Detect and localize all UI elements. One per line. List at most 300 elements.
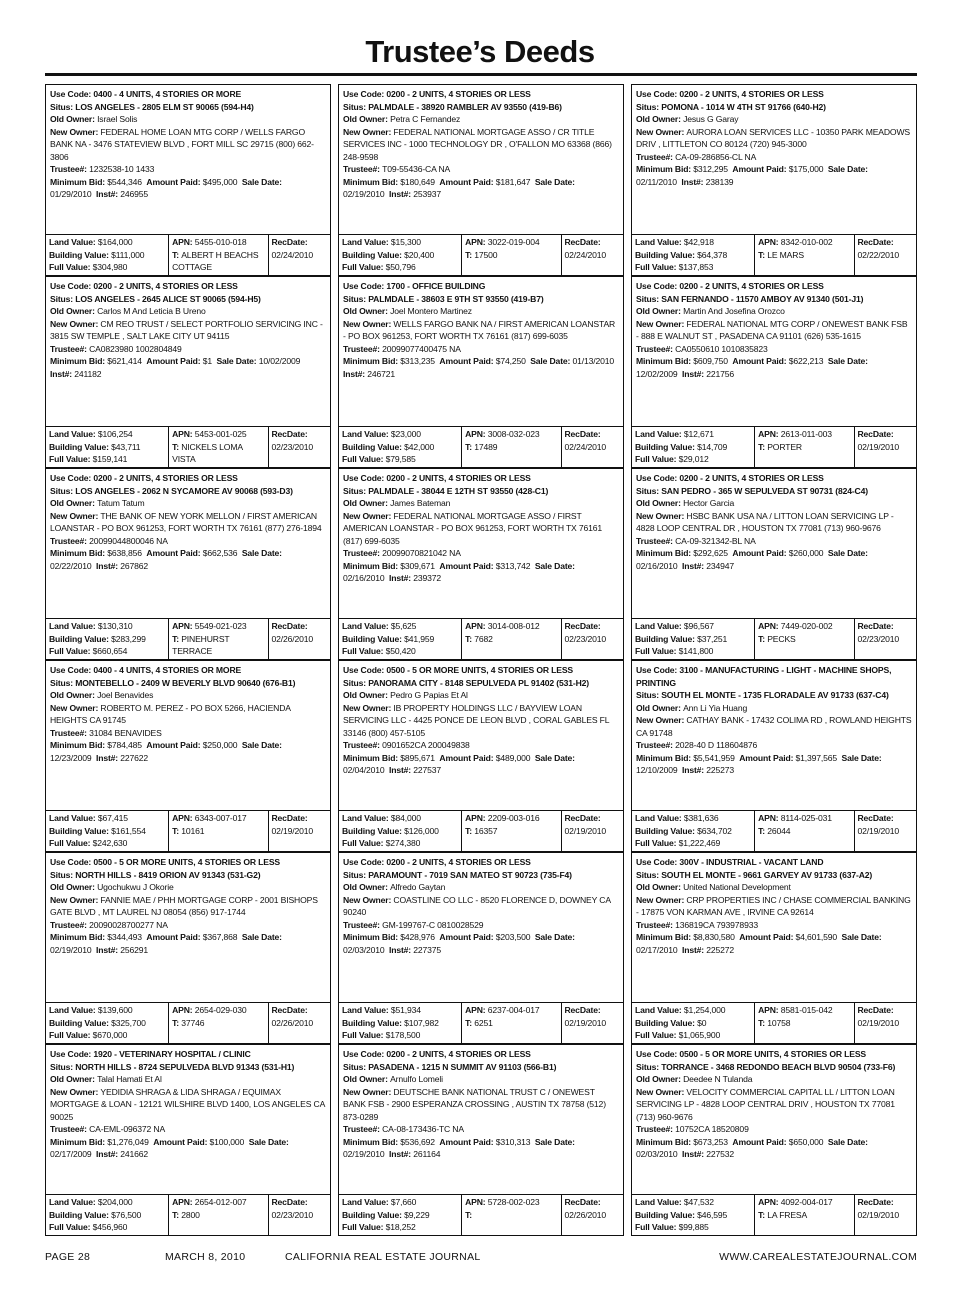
recdate-value: 02/26/2010: [271, 1017, 314, 1028]
new-owner-value: THE BANK OF NEW YORK MELLON / FIRST AMERICAN LOANSTAR - PO BOX 961253, FORT WORTH TX 76161 (877) 276-1894: [50, 510, 322, 533]
deed-record: [338, 1044, 624, 1236]
use-code-value: 1700 - OFFICE BUILDING: [386, 281, 486, 291]
old-owner-value: Arnulfo Lomeli: [390, 1074, 443, 1084]
deed-record: [45, 852, 331, 1044]
values-cell: [46, 235, 168, 275]
recdate-value: 02/22/2010: [857, 249, 900, 260]
field-label: Situs:: [343, 293, 369, 304]
amount-paid-value: $100,000: [209, 1136, 245, 1147]
new-owner-value: FEDERAL HOME LOAN MTG CORP / WELLS FARGO BANK NA - 3476 STATEVIEW BLVD , FORT MILL SC 29715 (800) 662-3806: [50, 126, 314, 162]
trustee-value: CA-09-286856-CL NA: [675, 151, 757, 162]
trustee-value: 136819CA 793978933: [675, 919, 758, 930]
old-owner-value: Jesus G Garay: [683, 114, 739, 124]
record-values: [631, 426, 917, 468]
recdate-cell: [268, 619, 330, 659]
recdate-value: 02/26/2010: [564, 1209, 607, 1220]
trustee-line: [50, 727, 326, 740]
field-label: Situs:: [50, 293, 76, 304]
use-code-line: [50, 88, 326, 101]
field-label: Full Value:: [342, 262, 386, 272]
old-owner-line: [636, 1073, 912, 1086]
field-label: Trustee#:: [50, 727, 90, 738]
situs-line: [343, 869, 619, 882]
t-value: 17500: [474, 249, 498, 260]
use-code-value: 0500 - 5 OR MORE UNITS, 4 STORIES OR LESS: [386, 665, 574, 675]
min-bid-value: $536,692: [400, 1136, 435, 1147]
recdate-cell: [268, 235, 330, 275]
trustee-value: 2028-40 D 118604876: [675, 740, 758, 750]
field-label: Sale Date:: [216, 356, 259, 366]
amount-paid-value: $310,313: [495, 1136, 531, 1147]
field-label: Building Value:: [635, 441, 698, 452]
inst-value: 253937: [413, 189, 442, 199]
situs-value: LOS ANGELES - 2645 ALICE ST 90065 (594-H5): [75, 293, 261, 304]
field-label: APN:: [465, 1197, 488, 1207]
new-owner-value: CATHAY BANK - 17432 COLIMA RD , ROWLAND HEIGHTS CA 91748: [636, 715, 912, 738]
field-label: Use Code:: [50, 857, 94, 867]
old-owner-value: Alfredo Gaytan: [390, 882, 446, 892]
recdate-value: 02/19/2010: [857, 1017, 900, 1028]
field-label: Land Value:: [635, 813, 684, 823]
apn-value: 8342-010-002: [780, 237, 833, 247]
use-code-line: [636, 280, 912, 293]
field-label: Land Value:: [49, 813, 98, 823]
field-label: Land Value:: [635, 429, 684, 439]
trustee-value: 0901652CA 200049838: [382, 740, 470, 750]
amount-paid-value: $250,000: [202, 740, 238, 750]
use-code-value: 1920 - VETERINARY HOSPITAL / CLINIC: [93, 1049, 251, 1059]
record-values: [338, 1194, 624, 1236]
bid-line: [343, 176, 619, 201]
full-value-value: $274,380: [385, 838, 421, 848]
field-label: Full Value:: [49, 262, 93, 272]
situs-value: POMONA - 1014 W 4TH ST 91766 (640-H2): [661, 101, 826, 112]
field-label: T:: [172, 249, 182, 260]
t-value: LA FRESA: [767, 1209, 808, 1220]
use-code-line: [343, 280, 619, 293]
field-label: T:: [465, 249, 475, 260]
inst-value: 227375: [413, 944, 442, 955]
record-details: [631, 1044, 917, 1194]
sale-date-value: 01/29/2010: [50, 189, 92, 199]
land-value-value: $1,254,000: [683, 1005, 726, 1015]
publication-name: CALIFORNIA REAL ESTATE JOURNAL: [285, 1251, 481, 1263]
trustee-line: [343, 343, 619, 356]
field-label: Sale Date:: [534, 176, 575, 187]
values-cell: [46, 811, 168, 851]
field-label: Building Value:: [49, 825, 112, 836]
old-owner-line: [343, 689, 619, 702]
values-cell: [632, 427, 754, 467]
field-label: Minimum Bid:: [636, 356, 694, 366]
trustee-line: [636, 1123, 912, 1136]
field-label: RecDate:: [271, 813, 308, 823]
use-code-line: [636, 472, 912, 485]
field-label: New Owner:: [343, 318, 394, 329]
t-value: 17489: [474, 441, 498, 452]
old-owner-line: [636, 702, 912, 715]
building-value-value: $76,500: [111, 1209, 142, 1220]
recdate-cell: [561, 1003, 623, 1043]
field-label: Sale Date:: [241, 740, 282, 750]
apn-value: 4092-004-017: [780, 1197, 833, 1207]
inst-value: 234947: [706, 560, 735, 571]
building-value-value: $325,700: [111, 1017, 146, 1028]
old-owner-line: [636, 305, 912, 318]
apn-cell: [461, 811, 560, 851]
trustee-value: GM-199767-C 0810028529: [382, 919, 484, 930]
deed-record: [45, 84, 331, 276]
field-label: RecDate:: [271, 1197, 308, 1207]
field-label: Building Value:: [49, 1209, 112, 1220]
field-label: New Owner:: [50, 894, 101, 905]
inst-value: 267862: [120, 560, 149, 571]
record-details: [338, 468, 624, 618]
field-label: Situs:: [343, 1061, 369, 1072]
field-label: Situs:: [343, 485, 369, 496]
field-label: New Owner:: [50, 510, 101, 521]
min-bid-value: $428,976: [400, 932, 435, 942]
field-label: APN:: [172, 621, 195, 631]
field-label: Inst#:: [389, 1149, 414, 1159]
field-label: Land Value:: [49, 237, 98, 247]
sale-date-value: 12/10/2009: [636, 765, 678, 775]
situs-line: [50, 869, 326, 882]
old-owner-line: [50, 1073, 326, 1086]
field-label: APN:: [758, 429, 781, 439]
min-bid-value: $609,750: [693, 356, 728, 366]
field-label: Minimum Bid:: [50, 548, 108, 558]
field-label: Full Value:: [342, 1030, 386, 1040]
apn-value: 3022-019-004: [487, 237, 540, 247]
field-label: Amount Paid:: [146, 176, 203, 187]
website-link[interactable]: WWW.CAREALESTATEJOURNAL.COM: [719, 1251, 917, 1263]
record-values: [338, 618, 624, 660]
trustee-value: CA-EML-096372 NA: [89, 1124, 166, 1134]
situs-line: [343, 1061, 619, 1074]
sale-date-value: 02/17/2009: [50, 1149, 92, 1159]
new-owner-line: [636, 126, 912, 151]
bid-line: [343, 355, 619, 380]
t-value: 10161: [181, 825, 205, 836]
building-value-value: $107,982: [404, 1017, 439, 1028]
new-owner-line: [636, 1086, 912, 1124]
old-owner-line: [50, 497, 326, 510]
field-label: T:: [465, 1209, 472, 1220]
old-owner-value: Martin And Josefina Orozco: [683, 306, 785, 316]
land-value-value: $106,254: [97, 429, 133, 439]
trustee-line: [343, 163, 619, 176]
field-label: T:: [758, 633, 768, 644]
building-value-value: $43,711: [111, 441, 141, 452]
recdate-cell: [268, 1195, 330, 1235]
field-label: Old Owner:: [343, 1074, 391, 1084]
apn-value: 6343-007-017: [194, 813, 247, 823]
field-label: Situs:: [343, 869, 369, 880]
full-value-value: $1,222,469: [678, 838, 721, 848]
field-label: Situs:: [343, 101, 369, 112]
apn-cell: [168, 427, 267, 467]
values-cell: [339, 1003, 461, 1043]
trustee-value: 20099070821042 NA: [382, 548, 461, 558]
field-label: Inst#:: [50, 368, 75, 379]
recdate-value: 02/19/2010: [564, 825, 607, 836]
building-value-value: $0: [697, 1017, 707, 1028]
field-label: Amount Paid:: [439, 176, 496, 187]
t-value: 26044: [767, 825, 791, 836]
field-label: New Owner:: [343, 702, 394, 713]
bid-line: [343, 1136, 619, 1161]
field-label: Old Owner:: [343, 498, 391, 508]
trustee-line: [636, 919, 912, 932]
field-label: Old Owner:: [636, 702, 684, 713]
field-label: Sale Date:: [827, 164, 868, 174]
min-bid-value: $5,541,959: [693, 752, 735, 763]
field-label: APN:: [465, 429, 488, 439]
new-owner-value: FEDERAL NATIONAL MORTGAGE ASSO / FIRST AMERICAN LOANSTAR - PO BOX 961253, FORT WORTH TX 76161 (817) 699-6035: [343, 510, 603, 546]
building-value-value: $46,595: [697, 1209, 728, 1220]
use-code-value: 0200 - 2 UNITS, 4 STORIES OR LESS: [93, 473, 238, 483]
situs-value: NORTH HILLS - 8419 ORION AV 91343 (531-G2): [75, 869, 261, 880]
trustee-value: 20099077400475 NA: [382, 343, 461, 354]
bid-line: [636, 752, 912, 777]
field-label: Sale Date:: [841, 752, 882, 763]
field-label: Minimum Bid:: [50, 356, 108, 366]
field-label: Situs:: [636, 293, 662, 304]
field-label: Building Value:: [635, 1017, 698, 1028]
full-value-value: $242,630: [92, 838, 128, 848]
trustee-line: [50, 535, 326, 548]
amount-paid-value: $1: [202, 356, 212, 366]
full-value-value: $178,500: [385, 1030, 421, 1040]
apn-cell: [754, 427, 853, 467]
inst-value: 246721: [367, 368, 396, 379]
field-label: Building Value:: [342, 441, 405, 452]
field-label: Old Owner:: [50, 1074, 98, 1084]
inst-value: 241662: [120, 1149, 149, 1159]
inst-value: 221756: [706, 368, 735, 379]
old-owner-line: [343, 881, 619, 894]
old-owner-value: Pedro G Papias Et Al: [390, 690, 468, 700]
field-label: Sale Date:: [534, 752, 575, 763]
trustee-line: [50, 163, 326, 176]
building-value-value: $283,299: [111, 633, 146, 644]
recdate-cell: [854, 619, 916, 659]
use-code-value: 0500 - 5 OR MORE UNITS, 4 STORIES OR LESS: [679, 1049, 867, 1059]
old-owner-value: Joel Montero Martinez: [390, 306, 472, 316]
field-label: Amount Paid:: [739, 932, 796, 942]
min-bid-value: $344,493: [107, 932, 142, 942]
land-value-value: $47,532: [683, 1197, 714, 1207]
recdate-value: 02/23/2010: [564, 633, 607, 644]
records-grid: [45, 84, 917, 1236]
land-value-value: $130,310: [97, 621, 133, 631]
field-label: Full Value:: [635, 838, 679, 848]
field-label: Situs:: [50, 1061, 76, 1072]
apn-cell: [168, 1195, 267, 1235]
field-label: Use Code:: [343, 473, 387, 483]
t-value: 37746: [181, 1017, 205, 1028]
amount-paid-value: $495,000: [202, 176, 238, 187]
inst-value: 227622: [120, 752, 149, 763]
min-bid-value: $673,253: [693, 1136, 728, 1147]
trustee-line: [343, 1123, 619, 1136]
field-label: Building Value:: [635, 633, 698, 644]
field-label: Old Owner:: [50, 114, 98, 124]
field-label: Old Owner:: [636, 498, 684, 508]
min-bid-value: $1,276,049: [107, 1136, 149, 1147]
field-label: APN:: [758, 1005, 781, 1015]
inst-value: 246955: [120, 189, 149, 199]
sale-date-value: 02/19/2010: [343, 1149, 385, 1159]
bid-line: [50, 739, 326, 764]
values-cell: [339, 427, 461, 467]
situs-line: [343, 101, 619, 114]
trustee-line: [636, 535, 912, 548]
record-details: [338, 276, 624, 426]
page-title: Trustee’s Deeds: [365, 34, 595, 69]
field-label: Old Owner:: [343, 690, 391, 700]
apn-value: 2654-012-007: [194, 1197, 247, 1207]
record-details: [631, 852, 917, 1002]
recdate-cell: [854, 1003, 916, 1043]
field-label: Trustee#:: [50, 343, 90, 354]
new-owner-line: [343, 702, 619, 740]
deed-record: [45, 468, 331, 660]
field-label: Full Value:: [342, 838, 386, 848]
field-label: Land Value:: [342, 1197, 391, 1207]
situs-line: [343, 293, 619, 306]
amount-paid-value: $662,536: [202, 548, 238, 558]
field-label: Sale Date:: [530, 356, 573, 366]
full-value-value: $670,000: [92, 1030, 128, 1040]
situs-value: PARAMOUNT - 7019 SAN MATEO ST 90723 (735-F4): [368, 869, 572, 880]
field-label: T:: [758, 1017, 768, 1028]
situs-value: SOUTH EL MONTE - 9661 GARVEY AV 91733 (637-A2): [661, 869, 873, 880]
field-label: Full Value:: [342, 454, 386, 464]
sale-date-value: 02/16/2010: [343, 573, 385, 583]
field-label: Trustee#:: [636, 343, 676, 354]
situs-value: MONTEBELLO - 2409 W BEVERLY BLVD 90640 (676-B1): [75, 677, 296, 688]
old-owner-line: [343, 497, 619, 510]
field-label: Minimum Bid:: [343, 1136, 401, 1147]
field-label: Situs:: [343, 677, 369, 688]
field-label: New Owner:: [343, 1086, 394, 1097]
field-label: RecDate:: [564, 1197, 601, 1207]
t-value: 16357: [474, 825, 498, 836]
apn-value: 3014-008-012: [487, 621, 540, 631]
situs-line: [636, 293, 912, 306]
situs-value: PALMDALE - 38920 RAMBLER AV 93550 (419-B6): [368, 101, 562, 112]
new-owner-line: [343, 510, 619, 548]
field-label: APN:: [758, 1197, 781, 1207]
field-label: Use Code:: [636, 1049, 680, 1059]
field-label: New Owner:: [50, 1086, 101, 1097]
use-code-line: [343, 664, 619, 677]
full-value-value: $304,980: [92, 262, 128, 272]
field-label: RecDate:: [271, 621, 308, 631]
field-label: Situs:: [636, 1061, 662, 1072]
record-details: [45, 468, 331, 618]
use-code-value: 0200 - 2 UNITS, 4 STORIES OR LESS: [386, 89, 531, 99]
min-bid-value: $784,485: [107, 740, 142, 750]
field-label: Minimum Bid:: [343, 356, 401, 366]
sale-date-value: 02/19/2010: [50, 944, 92, 955]
bid-line: [636, 547, 912, 572]
field-label: T:: [465, 1017, 475, 1028]
field-label: Trustee#:: [50, 919, 90, 930]
field-label: T:: [172, 825, 182, 836]
field-label: APN:: [465, 813, 488, 823]
situs-value: LOS ANGELES - 2805 ELM ST 90065 (594-H4): [75, 101, 254, 112]
bid-line: [636, 931, 912, 956]
use-code-line: [343, 472, 619, 485]
inst-value: 241182: [74, 368, 102, 379]
min-bid-value: $544,346: [107, 176, 142, 187]
record-values: [631, 234, 917, 276]
field-label: T:: [758, 1209, 768, 1220]
field-label: Trustee#:: [636, 151, 676, 162]
t-value: NICKELS LOMA VISTA: [172, 441, 243, 464]
apn-cell: [754, 1195, 853, 1235]
building-value-value: $37,251: [697, 633, 728, 644]
trustee-value: 10752CA 18520809: [675, 1124, 749, 1134]
field-label: APN:: [758, 813, 781, 823]
field-label: New Owner:: [343, 510, 394, 521]
record-values: [338, 1002, 624, 1044]
record-details: [45, 276, 331, 426]
amount-paid-value: $367,868: [202, 932, 238, 942]
record-details: [631, 84, 917, 234]
apn-cell: [754, 619, 853, 659]
bid-line: [636, 355, 912, 380]
new-owner-line: [50, 702, 326, 727]
field-label: Use Code:: [50, 665, 94, 675]
full-value-value: $141,800: [678, 646, 714, 656]
old-owner-value: Ugochukwu J Okorie: [97, 882, 174, 892]
field-label: RecDate:: [564, 237, 601, 247]
field-label: Full Value:: [49, 1030, 93, 1040]
recdate-value: 02/23/2010: [271, 1209, 314, 1220]
situs-value: SAN PEDRO - 365 W SEPULVEDA ST 90731 (824-C4): [661, 485, 868, 496]
field-label: Old Owner:: [50, 882, 98, 892]
field-label: Land Value:: [635, 1197, 684, 1207]
land-value-value: $7,660: [390, 1197, 417, 1207]
field-label: Full Value:: [49, 454, 93, 464]
field-label: APN:: [465, 621, 488, 631]
field-label: Inst#:: [389, 573, 414, 583]
page-number: PAGE 28: [45, 1251, 91, 1263]
record-values: [631, 810, 917, 852]
old-owner-value: Talal Hamati Et Al: [97, 1074, 162, 1084]
old-owner-line: [636, 881, 912, 894]
apn-value: 5455-010-018: [194, 237, 247, 247]
field-label: Inst#:: [682, 1149, 707, 1159]
situs-line: [636, 485, 912, 498]
situs-value: TORRANCE - 3468 REDONDO BEACH BLVD 90504 (733-F6): [661, 1061, 896, 1072]
field-label: New Owner:: [636, 894, 687, 905]
field-label: RecDate:: [271, 1005, 308, 1015]
field-label: Minimum Bid:: [50, 176, 108, 187]
amount-paid-value: $4,601,590: [795, 932, 838, 942]
new-owner-line: [636, 714, 912, 739]
field-label: Use Code:: [50, 1049, 94, 1059]
new-owner-line: [636, 510, 912, 535]
bid-line: [343, 560, 619, 585]
land-value-value: $139,600: [97, 1005, 133, 1015]
field-label: Amount Paid:: [146, 740, 203, 750]
building-value-value: $41,959: [404, 633, 435, 644]
